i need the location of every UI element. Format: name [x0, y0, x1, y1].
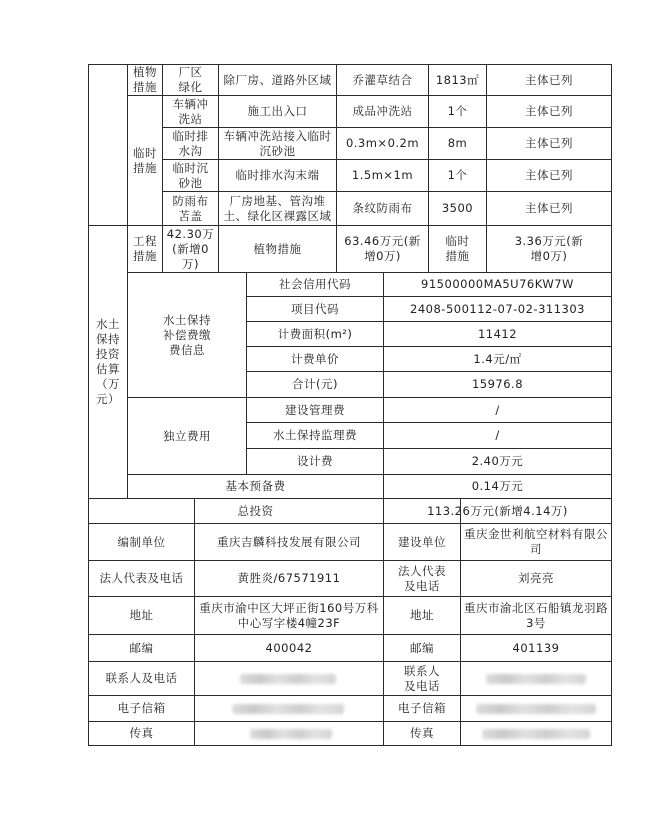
reserve-fee-value: 0.14万元 [471, 479, 524, 493]
temp-measure-label: 临时措施 [133, 145, 157, 175]
row-line [88, 523, 612, 524]
legal-rep-label-left: 法人代表及电话 [99, 571, 184, 585]
total-investment-value: 113.26万元(新增4.14万) [427, 503, 568, 518]
billing-area-value: 11412 [477, 326, 518, 341]
redacted-contact-left [240, 674, 336, 684]
address-value-left: 重庆市渝中区大坪正街160号万科中心写字楼4幢23F [199, 600, 379, 630]
temp-row-2-col-1: 临时排水沟 [172, 128, 209, 158]
postcode-label-right: 邮编 [410, 640, 434, 655]
unit-price-value: 1.4元/㎡ [473, 351, 522, 366]
temp-row-1-col-4: 1个 [447, 104, 468, 118]
temp-row-2-col-4: 8m [447, 136, 468, 150]
temp-row-2-col-2: 车辆冲洗站接入临时沉砂池 [223, 128, 332, 158]
compiler-label: 编制单位 [117, 534, 166, 549]
legal-rep-value-left: 黄胜炎/67571911 [237, 571, 341, 585]
unit-price-label: 计费单价 [291, 351, 339, 366]
investment-section-label: 水土保持投资估算（万元） [96, 317, 120, 406]
reserve-fee-label: 基本预备费 [225, 479, 286, 493]
temp-row-1-col-5: 主体已列 [525, 104, 573, 118]
plant-col-1: 厂区绿化 [178, 65, 203, 94]
legal-rep-label-right: 法人代表及电话 [398, 563, 446, 593]
contact-label-left: 联系人及电话 [105, 671, 178, 685]
temp-row-1-col-3: 成品冲洗站 [352, 104, 413, 118]
plant-col-3: 乔灌草结合 [352, 72, 413, 87]
plant-investment-label: 植物措施 [253, 241, 302, 256]
plant-col-2: 除厂房、道路外区域 [223, 72, 332, 87]
temp-row-3-col-1: 临时沉砂池 [172, 160, 209, 190]
temp-investment-value: 3.36万元(新增0万) [514, 234, 584, 263]
redacted-email-left [232, 704, 344, 714]
subtotal-value: 15976.8 [471, 377, 524, 391]
design-fee-label: 设计费 [297, 454, 333, 468]
project-code-label: 项目代码 [291, 301, 339, 316]
engineering-measure-value: 42.30万(新增0万) [166, 226, 215, 271]
temp-row-1-col-2: 施工出入口 [247, 104, 308, 118]
redacted-fax-right [482, 729, 590, 739]
email-label-left: 电子信箱 [117, 701, 166, 715]
design-fee-value: 2.40万元 [471, 454, 524, 468]
compiler-value: 重庆吉麟科技发展有限公司 [217, 534, 361, 549]
temp-row-2-col-3: 0.3m×0.2m [345, 136, 420, 150]
postcode-value-left: 400042 [265, 640, 313, 655]
temp-row-4-col-4: 3500 [441, 201, 474, 215]
temp-row-3-col-3: 1.5m×1m [351, 168, 414, 182]
postcode-label-left: 邮编 [129, 640, 154, 655]
billing-area-label: 计费面积(m²) [277, 326, 353, 341]
legal-rep-value-right: 刘亮亮 [518, 571, 554, 585]
plant-col-4: 1813㎡ [435, 72, 480, 87]
plant-investment-value: 63.46万元(新增0万) [344, 234, 421, 263]
redacted-email-right [476, 704, 596, 714]
credit-code-value: 91500000MA5U76KW7W [421, 277, 574, 291]
temp-row-3-col-4: 1个 [447, 168, 468, 182]
temp-row-1-col-1: 车辆冲洗站 [172, 96, 209, 126]
management-fee-label: 建设管理费 [285, 402, 345, 417]
fax-label-right: 传真 [410, 726, 434, 740]
credit-code-label: 社会信用代码 [279, 277, 351, 291]
total-investment-label: 总投资 [237, 503, 274, 518]
postcode-value-right: 401139 [512, 640, 560, 655]
email-label-right: 电子信箱 [398, 701, 446, 715]
address-label-left: 地址 [129, 608, 154, 622]
builder-value: 重庆金世利航空材料有限公司 [464, 527, 608, 556]
temp-row-2-col-5: 主体已列 [525, 136, 573, 150]
management-fee-value: / [495, 402, 500, 417]
temp-row-4-col-3: 条纹防雨布 [352, 201, 413, 215]
plant-col-5: 主体已列 [525, 72, 573, 87]
plant-measure-label: 植物措施 [133, 65, 157, 94]
compensation-fee-label: 水土保持补偿费缴费信息 [163, 312, 211, 357]
subtotal-label: 合计(元) [292, 377, 338, 391]
project-code-value: 2408-500112-07-02-311303 [410, 301, 585, 316]
temp-row-3-col-5: 主体已列 [525, 168, 573, 182]
temp-row-4-col-2: 厂房地基、管沟堆土、绿化区裸露区域 [223, 193, 332, 223]
supervision-fee-value: / [495, 428, 500, 442]
temp-row-3-col-2: 临时排水沟末端 [235, 168, 320, 182]
contact-label-right: 联系人及电话 [404, 663, 440, 693]
table-border-right [611, 64, 612, 746]
independent-fee-label: 独立费用 [163, 428, 211, 443]
fax-label-left: 传真 [129, 726, 154, 740]
address-label-right: 地址 [410, 608, 434, 622]
table-border-bottom [88, 745, 612, 746]
supervision-fee-label: 水土保持监理费 [273, 428, 357, 442]
temp-investment-label: 临时措施 [445, 234, 470, 263]
temp-row-4-col-5: 主体已列 [525, 201, 573, 215]
redacted-fax-left [250, 729, 332, 739]
redacted-contact-right [486, 674, 586, 684]
engineering-measure-label: 工程措施 [133, 234, 157, 263]
address-value-right: 重庆市渝北区石船镇龙羽路3号 [464, 600, 608, 630]
builder-label: 建设单位 [398, 534, 446, 549]
temp-row-4-col-1: 防雨布苫盖 [172, 193, 209, 223]
